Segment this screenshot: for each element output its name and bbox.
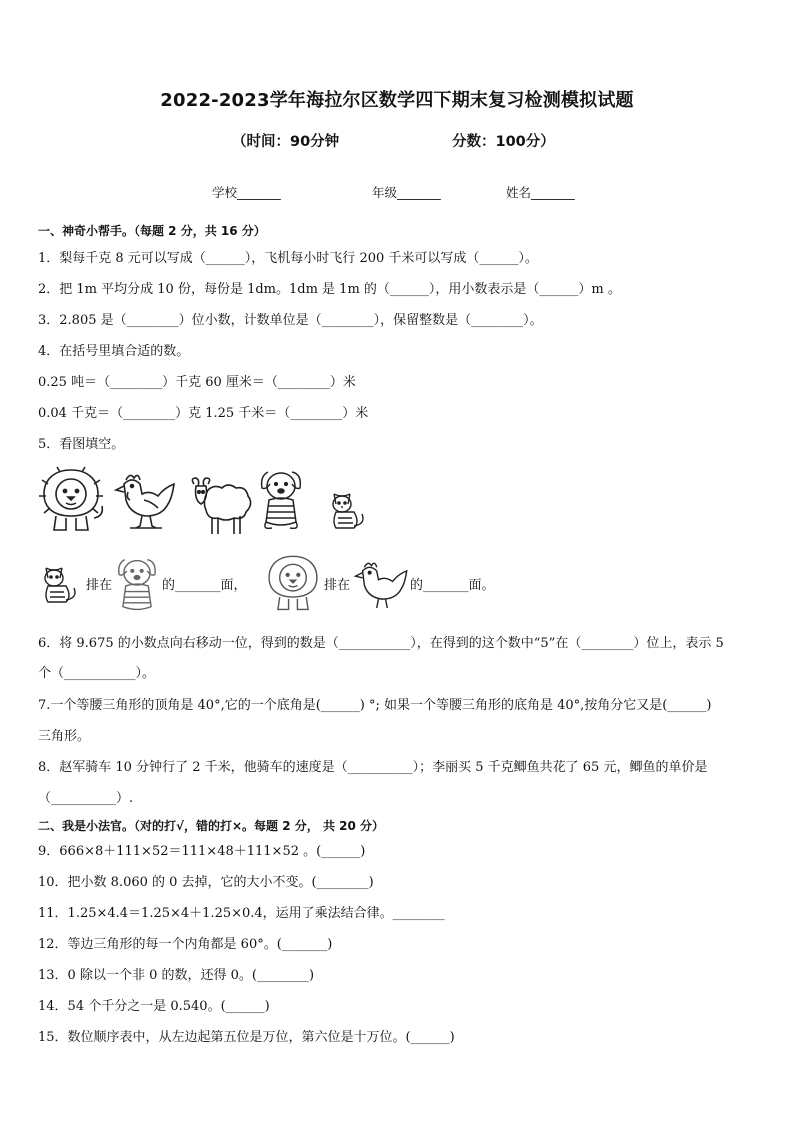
school-field: 学校_______: [212, 185, 281, 200]
rooster-icon-inline: [352, 558, 412, 612]
question-5: 5．看图填空。: [38, 437, 125, 452]
question-6a: 6．将 9.675 的小数点向右移动一位，得到的数是（___________），在得到的这个数中“5”在（________）位上，表示 5: [38, 636, 724, 651]
puppy-icon-inline: [114, 554, 160, 616]
exam-title: 2022-2023学年海拉尔区数学四下期末复习检测模拟试题: [160, 90, 634, 111]
section1-heading: 一、神奇小帮手。（每题 2 分，共 16 分）: [38, 224, 266, 238]
name-field: 姓名_______: [506, 185, 575, 200]
kitten-icon: [328, 488, 368, 534]
question-13: 13．0 除以一个非 0 的数，还得 0。(________): [38, 968, 315, 983]
lion-icon-inline: [262, 552, 324, 612]
kitten-icon-inline: [40, 562, 80, 608]
question-9: 9．666×8＋111×52＝111×48＋111×52 。(______): [38, 844, 366, 859]
question-4: 4．在括号里填合适的数。: [38, 344, 190, 359]
question-6b: 个（___________）。: [38, 666, 156, 681]
question-2: 2．把 1m 平均分成 10 份，每份是 1dm。1dm 是 1m 的（______），用小数表示是（______）m 。: [38, 282, 621, 297]
question-1: 1．梨每千克 8 元可以写成（______），飞机每小时飞行 200 千米可以写成（______）。: [38, 251, 538, 266]
q5-text-4: 的_______面。: [410, 578, 495, 593]
q5-text-2: 的_______面，: [162, 578, 247, 593]
question-4a: 0.25 吨＝（________）千克 60 厘米＝（________）米: [38, 375, 356, 390]
question-7b: 三角形。: [38, 729, 91, 744]
q5-text-1: 排在: [86, 578, 113, 593]
question-10: 10．把小数 8.060 的 0 去掉，它的大小不变。(________): [38, 875, 374, 890]
section2-heading: 二、我是小法官。（对的打√，错的打×。每题 2 分， 共 20 分）: [38, 819, 384, 833]
question-14: 14．54 个千分之一是 0.540。(______): [38, 999, 270, 1014]
question-7a: 7.一个等腰三角形的顶角是 40°,它的一个底角是(______) °; 如果一个等腰三角形的底角是 40°,按角分它又是(______): [38, 698, 712, 713]
question-4b: 0.04 千克＝（________）克 1.25 千米＝（________）米: [38, 406, 369, 421]
rooster-icon: [112, 470, 180, 530]
question-15: 15．数位顺序表中，从左边起第五位是万位，第六位是十万位。(______): [38, 1030, 455, 1045]
question-11: 11．1.25×4.4＝1.25×4＋1.25×0.4，运用了乘法结合律。________: [38, 906, 445, 921]
grade-field: 年级_______: [372, 185, 441, 200]
question-3: 3．2.805 是（________）位小数，计数单位是（________），保留整数是（________）。: [38, 313, 543, 328]
lion-icon: [36, 466, 106, 532]
question-8b: （__________）.: [38, 791, 134, 806]
puppy-icon: [258, 466, 304, 532]
sheep-icon: [188, 474, 254, 538]
question-8a: 8．赵军骑车 10 分钟行了 2 千米，他骑车的速度是（__________）；李丽买 5 千克鲫鱼共花了 65 元，鲫鱼的单价是: [38, 760, 708, 775]
question-12: 12．等边三角形的每一个内角都是 60°。(_______): [38, 937, 333, 952]
exam-score: 分数：100分）: [452, 134, 555, 150]
q5-text-3: 排在: [324, 578, 351, 593]
exam-time: （时间：90分钟: [232, 134, 340, 150]
